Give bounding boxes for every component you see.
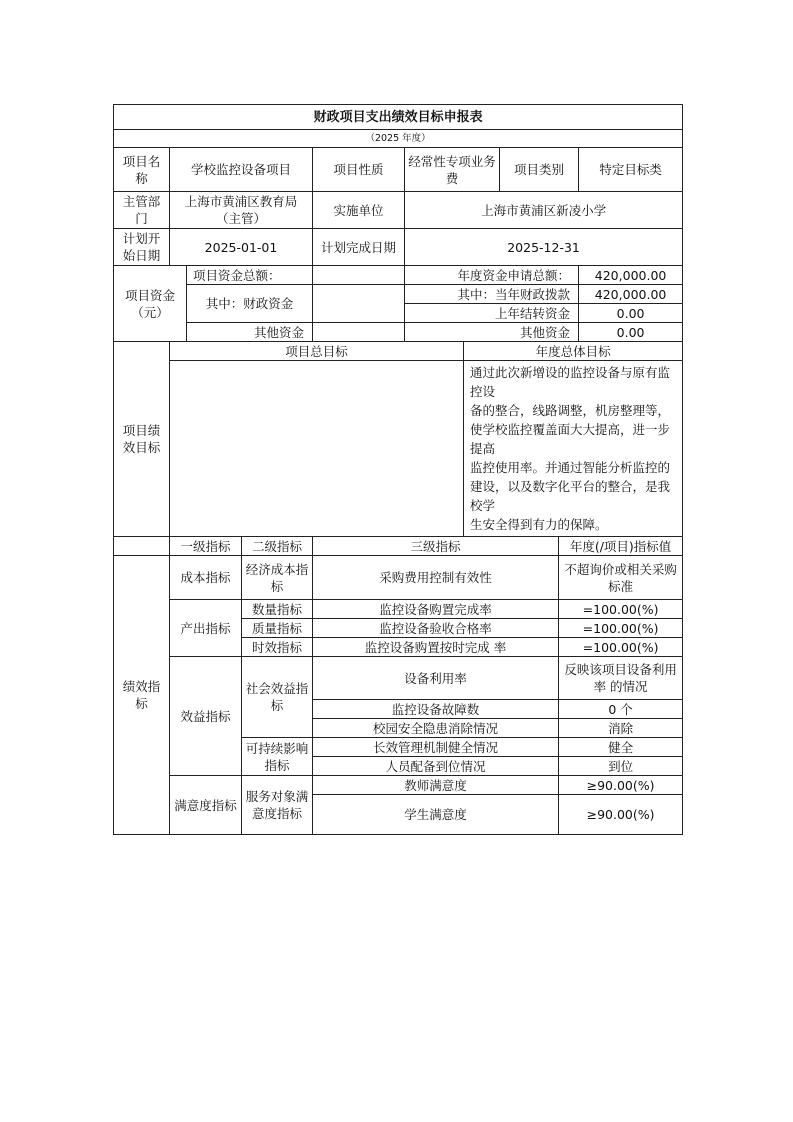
benefit-l3: 校园安全隐患消除情况: [313, 719, 559, 738]
indicators-label: 绩效指标: [114, 556, 170, 835]
cost-l3: 采购费用控制有效性: [313, 556, 559, 600]
satisfaction-value: ≥90.00(%): [559, 776, 683, 795]
benefit-l3: 监控设备故障数: [313, 700, 559, 719]
dept-label: 主管部门: [114, 192, 170, 229]
form-table: [113, 104, 683, 835]
funds-other-label-left: 其他资金: [187, 323, 313, 342]
benefit-l3: 人员配备到位情况: [313, 757, 559, 776]
output-value: =100.00(%): [559, 638, 683, 657]
funds-carry-value: 0.00: [579, 304, 683, 323]
satisfaction-value: ≥90.00(%): [559, 795, 683, 835]
end-date-label: 计划完成日期: [313, 229, 405, 266]
benefit-l1: 效益指标: [170, 657, 242, 776]
indicator-level1-header: 一级指标: [170, 537, 242, 556]
output-l2: 数量指标: [242, 600, 313, 619]
satisfaction-l2: 服务对象满意度指标: [242, 776, 313, 835]
output-value: =100.00(%): [559, 619, 683, 638]
funds-other-label-right: 其他资金: [405, 323, 579, 342]
output-l3: 监控设备验收合格率: [313, 619, 559, 638]
goals-annual-line: 备的整合，线路调整，机房整理等，: [470, 403, 671, 418]
output-l2: 质量指标: [242, 619, 313, 638]
satisfaction-l3: 学生满意度: [313, 795, 559, 835]
project-nature-label: 项目性质: [313, 148, 405, 192]
unit-value: 上海市黄浦区新凌小学: [405, 192, 683, 229]
project-category-value: 特定目标类: [579, 148, 683, 192]
indicators-header-blank: [114, 537, 170, 556]
funds-total-label: 项目资金总额：: [187, 266, 313, 285]
form-year: （2025 年度）: [114, 130, 683, 148]
funds-fiscal-value: [313, 285, 405, 323]
output-l2: 时效指标: [242, 638, 313, 657]
funds-fiscal-label: 其中：财政资金: [187, 285, 313, 323]
benefit-l3: 设备利用率: [313, 657, 559, 700]
goals-annual-line: 通过此次新增设的监控设备与原有监控设: [470, 365, 671, 399]
project-name-value: 学校监控设备项目: [170, 148, 313, 192]
benefit-l3: 长效管理机制健全情况: [313, 738, 559, 757]
funds-current-label: 其中：当年财政拨款: [405, 285, 579, 304]
indicator-level2-header: 二级指标: [242, 537, 313, 556]
indicator-value-header: 年度(/项目)指标值: [559, 537, 683, 556]
goals-annual-line: 建设，以及数字化平台的整合，是我校学: [470, 479, 671, 513]
funds-carry-label: 上年结转资金: [405, 304, 579, 323]
benefit-value: 反映该项目设备利用率 的情况: [559, 657, 683, 700]
cost-l1: 成本指标: [170, 556, 242, 600]
goals-annual-line: 监控使用率。并通过智能分析监控的: [470, 460, 671, 475]
satisfaction-l3: 教师满意度: [313, 776, 559, 795]
goals-annual-line: 生安全得到有力的保障。: [470, 517, 608, 532]
cost-l2: 经济成本指标: [242, 556, 313, 600]
project-nature-value: 经常性专项业务费: [405, 148, 500, 192]
benefit-value: 到位: [559, 757, 683, 776]
performance-form: [113, 104, 682, 835]
funds-total-value: [313, 266, 405, 285]
benefit-value: 0 个: [559, 700, 683, 719]
funds-other-value: 0.00: [579, 323, 683, 342]
start-date-label: 计划开始日期: [114, 229, 170, 266]
unit-label: 实施单位: [313, 192, 405, 229]
output-l3: 监控设备购置按时完成 率: [313, 638, 559, 657]
cost-value: 不超询价或相关采购标准: [559, 556, 683, 600]
goals-total-text: [170, 361, 464, 537]
funds-annual-label: 年度资金申请总额：: [405, 266, 579, 285]
project-name-label: 项目名称: [114, 148, 170, 192]
goals-total-header: 项目总目标: [170, 342, 464, 361]
output-l3: 监控设备购置完成率: [313, 600, 559, 619]
funds-other-value-left: [313, 323, 405, 342]
funds-label: 项目资金（元）: [114, 266, 187, 342]
funds-current-value: 420,000.00: [579, 285, 683, 304]
goals-annual-header: 年度总体目标: [464, 342, 683, 361]
dept-value: 上海市黄浦区教育局（主管）: [170, 192, 313, 229]
satisfaction-l1: 满意度指标: [170, 776, 242, 835]
output-value: =100.00(%): [559, 600, 683, 619]
sustain-benefit-l2: 可持续影响指标: [242, 738, 313, 776]
output-l1: 产出指标: [170, 600, 242, 657]
form-title: 财政项目支出绩效目标申报表: [114, 105, 683, 130]
indicator-level3-header: 三级指标: [313, 537, 559, 556]
benefit-value: 消除: [559, 719, 683, 738]
end-date-value: 2025-12-31: [405, 229, 683, 266]
goals-label: 项目绩效目标: [114, 342, 170, 537]
benefit-value: 健全: [559, 738, 683, 757]
goals-annual-text: [464, 361, 683, 537]
project-category-label: 项目类别: [500, 148, 579, 192]
start-date-value: 2025-01-01: [170, 229, 313, 266]
funds-annual-value: 420,000.00: [579, 266, 683, 285]
social-benefit-l2: 社会效益指标: [242, 657, 313, 738]
goals-annual-line: 使学校监控覆盖面大大提高，进一步提高: [470, 422, 671, 456]
